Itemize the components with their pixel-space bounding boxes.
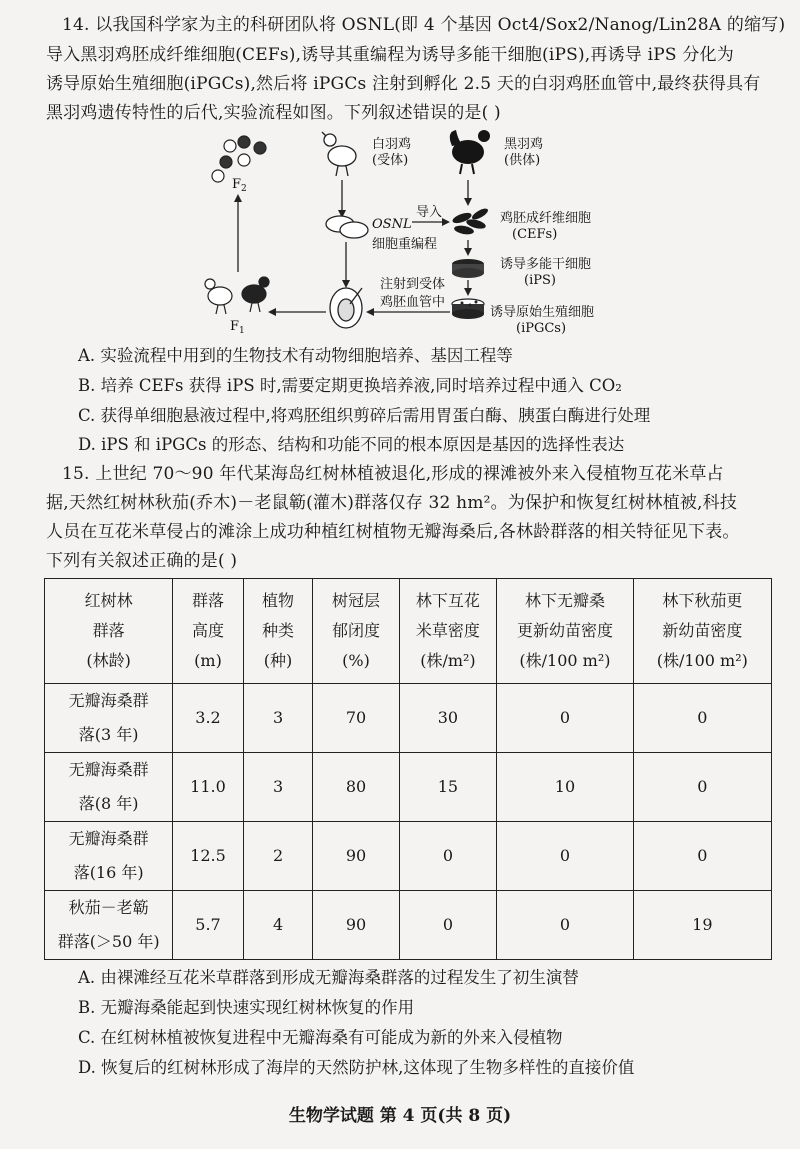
q15-option-a: A. 由裸滩经互花米草群落到形成无瓣海桑群落的过程发生了初生演替 [78, 968, 579, 987]
q15-line-4: 下列有关叙述正确的是( ) [46, 551, 238, 571]
ips-label: 诱导多能干细胞 [500, 257, 592, 272]
embryo-injection-icon [330, 288, 362, 328]
osnl-label: OSNL [372, 217, 412, 232]
eggs-icon [326, 216, 368, 238]
q14-line-4: 黑羽鸡遗传特性的后代,实验流程如图。下列叙述错误的是( ) [46, 103, 501, 123]
table-cell: 80 [313, 753, 399, 822]
cefs-cells-icon [451, 206, 489, 235]
white-chicken-role: (受体) [372, 153, 409, 168]
header-species: 植物 种类 (种) [243, 579, 313, 684]
table-cell: 0 [399, 822, 497, 891]
table-cell: 15 [399, 753, 497, 822]
header-sonneratia-seedlings: 林下无瓣桑 更新幼苗密度 (株/100 m²) [497, 579, 633, 684]
reprogram-label: 细胞重编程 [372, 237, 438, 252]
table-cell: 4 [243, 891, 313, 960]
inject-label-1: 注射到受体 [380, 277, 446, 292]
f2-label: $F_2$ [232, 177, 247, 194]
table-cell: 0 [633, 753, 771, 822]
row-label: 无瓣海桑群 落(8 年) [45, 753, 173, 822]
q14-line-3: 诱导原始生殖细胞(iPGCs),然后将 iPGCs 注射到孵化 2.5 天的白羽鸡胚血管中,最终获得具有 [46, 74, 761, 94]
table-cell: 30 [399, 684, 497, 753]
table-cell: 12.5 [173, 822, 243, 891]
table-cell: 90 [313, 891, 399, 960]
table-cell: 0 [497, 891, 633, 960]
page-footer: 生物学试题 第 4 页(共 8 页) [288, 1106, 512, 1126]
q14-option-c: C. 获得单细胞悬液过程中,将鸡胚组织剪碎后需用胃蛋白酶、胰蛋白酶进行处理 [78, 406, 651, 425]
q15-line-1: 15. 上世纪 70～90 年代某海岛红树林植被退化,形成的裸滩被外来入侵植物互花米草占 [62, 464, 724, 484]
header-canopy: 树冠层 郁闭度 (%) [313, 579, 399, 684]
white-chicken-label: 白羽鸡 [372, 137, 412, 152]
table-cell: 0 [633, 684, 771, 753]
table-cell: 10 [497, 753, 633, 822]
ipgcs-label: 诱导原始生殖细胞 [490, 305, 595, 320]
table-row [45, 684, 772, 753]
table-cell: 0 [497, 822, 633, 891]
q15-line-2: 据,天然红树林秋茄(乔木)－老鼠簕(灌木)群落仅存 32 hm²。为保护和恢复红树林植被,科技 [46, 493, 738, 513]
ipgcs-dish-icon [452, 299, 484, 319]
row-label: 秋茄－老簕 群落(＞50 年) [45, 891, 173, 960]
cefs-abbr: (CEFs) [512, 227, 558, 242]
white-chicken-icon [322, 132, 356, 176]
f1-chickens-icon [205, 277, 269, 314]
black-chicken-icon [450, 130, 490, 174]
q15-option-c: C. 在红树林植被恢复进程中无瓣海桑有可能成为新的外来入侵植物 [78, 1028, 563, 1047]
mangrove-community-table [44, 578, 772, 960]
table-cell: 70 [313, 684, 399, 753]
experiment-flowchart [200, 126, 620, 338]
table-cell: 0 [399, 891, 497, 960]
header-height: 群落 高度 (m) [173, 579, 243, 684]
table-cell: 90 [313, 822, 399, 891]
table-row [45, 753, 772, 822]
table-cell: 19 [633, 891, 771, 960]
q15-option-b: B. 无瓣海桑能起到快速实现红树林恢复的作用 [78, 998, 415, 1017]
black-chicken-label: 黑羽鸡 [504, 137, 544, 152]
table-row [45, 822, 772, 891]
table-cell: 0 [497, 684, 633, 753]
header-community: 红树林 群落 (林龄) [45, 579, 173, 684]
black-chicken-role: (供体) [504, 153, 541, 168]
q15-line-3: 人员在互花米草侵占的滩涂上成功种植红树植物无瓣海桑后,各林龄群落的相关特征见下表。 [46, 522, 740, 542]
table-header-row [45, 579, 772, 684]
q14-option-a: A. 实验流程中用到的生物技术有动物细胞培养、基因工程等 [78, 346, 513, 365]
q14-option-b: B. 培养 CEFs 获得 iPS 时,需要定期更换培养液,同时培养过程中通入 CO₂ [78, 376, 622, 395]
ips-abbr: (iPS) [524, 273, 556, 288]
inject-label-2: 鸡胚血管中 [380, 295, 446, 310]
table-cell: 3.2 [173, 684, 243, 753]
table-cell: 2 [243, 822, 313, 891]
q15-option-d: D. 恢复后的红树林形成了海岸的天然防护林,这体现了生物多样性的直接价值 [78, 1058, 635, 1077]
table-cell: 11.0 [173, 753, 243, 822]
header-spartina-density: 林下互花 米草密度 (株/m²) [399, 579, 497, 684]
table-cell: 3 [243, 684, 313, 753]
table-cell: 5.7 [173, 891, 243, 960]
cefs-label: 鸡胚成纤维细胞 [500, 211, 592, 226]
table-row [45, 891, 772, 960]
q14-line-1: 14. 以我国科学家为主的科研团队将 OSNL(即 4 个基因 Oct4/Sox2/Nanog/Lin28A 的缩写) [62, 15, 786, 35]
table-cell: 3 [243, 753, 313, 822]
row-label: 无瓣海桑群 落(3 年) [45, 684, 173, 753]
q14-option-d: D. iPS 和 iPGCs 的形态、结构和功能不同的根本原因是基因的选择性表达 [78, 435, 625, 454]
header-kandelia-seedlings: 林下秋茄更 新幼苗密度 (株/100 m²) [633, 579, 771, 684]
row-label: 无瓣海桑群 落(16 年) [45, 822, 173, 891]
ipgcs-abbr: (iPGCs) [516, 321, 567, 336]
ips-dish-icon [452, 259, 484, 278]
q14-line-2: 导入黑羽鸡胚成纤维细胞(CEFs),诱导其重编程为诱导多能干细胞(iPS),再诱导 iPS 分化为 [46, 45, 734, 65]
f1-label: $F_1$ [230, 319, 245, 336]
f2-chicks-icon [212, 136, 266, 182]
table-cell: 0 [633, 822, 771, 891]
import-label: 导入 [416, 205, 443, 220]
